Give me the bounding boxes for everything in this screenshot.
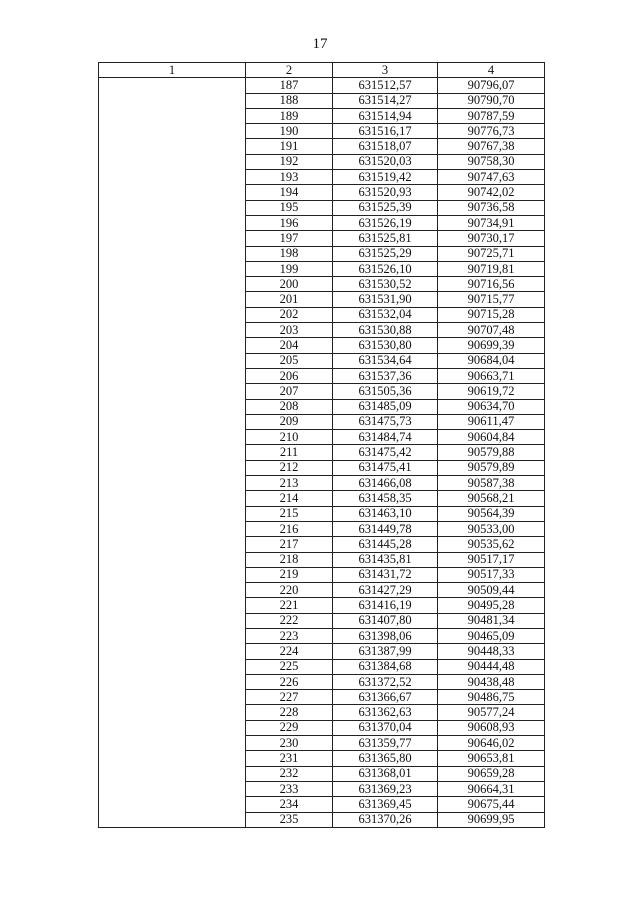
coordinate-y-cell: 90730,17 [438,231,545,246]
coordinate-x-cell: 631372,52 [333,674,438,689]
coordinate-x-cell: 631525,81 [333,231,438,246]
point-number-cell: 194 [246,185,333,200]
point-number-cell: 203 [246,323,333,338]
coordinate-x-cell: 631531,90 [333,292,438,307]
coordinate-x-cell: 631362,63 [333,705,438,720]
coordinate-y-cell: 90675,44 [438,797,545,812]
point-number-cell: 197 [246,231,333,246]
coordinate-y-cell: 90533,00 [438,521,545,536]
coordinate-x-cell: 631369,23 [333,781,438,796]
coordinate-x-cell: 631431,72 [333,567,438,582]
coordinate-x-cell: 631366,67 [333,690,438,705]
coordinate-x-cell: 631520,93 [333,185,438,200]
point-number-cell: 206 [246,368,333,383]
coordinate-y-cell: 90579,88 [438,445,545,460]
coordinate-y-cell: 90684,04 [438,353,545,368]
coordinate-x-cell: 631449,78 [333,521,438,536]
point-number-cell: 234 [246,797,333,812]
point-number-cell: 222 [246,613,333,628]
coordinate-x-cell: 631534,64 [333,353,438,368]
point-number-cell: 217 [246,537,333,552]
column-header: 1 [99,63,246,78]
coordinate-x-cell: 631384,68 [333,659,438,674]
table-header-row [99,63,545,78]
point-number-cell: 196 [246,215,333,230]
point-number-cell: 212 [246,460,333,475]
point-number-cell: 224 [246,644,333,659]
coordinate-y-cell: 90579,89 [438,460,545,475]
coordinate-y-cell: 90736,58 [438,200,545,215]
point-number-cell: 190 [246,124,333,139]
coordinate-x-cell: 631387,99 [333,644,438,659]
coordinate-y-cell: 90577,24 [438,705,545,720]
point-number-cell: 214 [246,491,333,506]
coordinate-y-cell: 90619,72 [438,384,545,399]
point-number-cell: 195 [246,200,333,215]
coordinate-x-cell: 631526,19 [333,215,438,230]
coordinate-y-cell: 90438,48 [438,674,545,689]
coordinate-y-cell: 90481,34 [438,613,545,628]
coordinate-y-cell: 90564,39 [438,506,545,521]
coordinate-y-cell: 90568,21 [438,491,545,506]
point-number-cell: 188 [246,93,333,108]
coordinate-x-cell: 631484,74 [333,430,438,445]
point-number-cell: 225 [246,659,333,674]
coordinate-y-cell: 90611,47 [438,414,545,429]
point-number-cell: 230 [246,736,333,751]
coordinate-y-cell: 90796,07 [438,78,545,93]
point-number-cell: 204 [246,338,333,353]
coordinate-y-cell: 90725,71 [438,246,545,261]
coordinate-y-cell: 90716,56 [438,277,545,292]
point-number-cell: 199 [246,261,333,276]
coordinate-y-cell: 90653,81 [438,751,545,766]
coordinate-x-cell: 631445,28 [333,537,438,552]
point-number-cell: 209 [246,414,333,429]
point-number-cell: 215 [246,506,333,521]
coordinate-y-cell: 90495,28 [438,598,545,613]
coordinate-y-cell: 90742,02 [438,185,545,200]
coordinate-x-cell: 631466,08 [333,476,438,491]
coordinate-y-cell: 90767,38 [438,139,545,154]
point-number-cell: 192 [246,154,333,169]
coordinate-y-cell: 90634,70 [438,399,545,414]
coordinates-table [98,62,545,828]
point-number-cell: 235 [246,812,333,827]
coordinate-y-cell: 90790,70 [438,93,545,108]
coordinate-x-cell: 631368,01 [333,766,438,781]
coordinate-y-cell: 90707,48 [438,323,545,338]
point-number-cell: 220 [246,583,333,598]
coordinate-x-cell: 631370,04 [333,720,438,735]
coordinate-y-cell: 90517,17 [438,552,545,567]
point-number-cell: 193 [246,170,333,185]
point-number-cell: 187 [246,78,333,93]
coordinate-y-cell: 90444,48 [438,659,545,674]
coordinate-y-cell: 90719,81 [438,261,545,276]
point-number-cell: 200 [246,277,333,292]
coordinate-y-cell: 90465,09 [438,628,545,643]
coordinate-x-cell: 631526,10 [333,261,438,276]
point-number-cell: 205 [246,353,333,368]
point-number-cell: 208 [246,399,333,414]
coordinate-x-cell: 631514,27 [333,93,438,108]
point-number-cell: 233 [246,781,333,796]
coordinate-x-cell: 631525,29 [333,246,438,261]
coordinate-x-cell: 631398,06 [333,628,438,643]
coordinate-x-cell: 631365,80 [333,751,438,766]
coordinate-y-cell: 90699,95 [438,812,545,827]
column-header: 2 [246,63,333,78]
point-number-cell: 189 [246,108,333,123]
coordinate-x-cell: 631475,42 [333,445,438,460]
coordinate-y-cell: 90699,39 [438,338,545,353]
coordinate-y-cell: 90604,84 [438,430,545,445]
page-number: 17 [312,36,328,52]
coordinate-x-cell: 631519,42 [333,170,438,185]
coordinate-y-cell: 90758,30 [438,154,545,169]
coordinate-x-cell: 631475,73 [333,414,438,429]
point-number-cell: 201 [246,292,333,307]
coordinate-y-cell: 90486,75 [438,690,545,705]
coordinate-x-cell: 631505,36 [333,384,438,399]
coordinate-x-cell: 631369,45 [333,797,438,812]
coordinate-x-cell: 631518,07 [333,139,438,154]
coordinate-x-cell: 631530,52 [333,277,438,292]
point-number-cell: 218 [246,552,333,567]
coordinate-y-cell: 90747,63 [438,170,545,185]
coordinate-y-cell: 90517,33 [438,567,545,582]
coordinate-y-cell: 90663,71 [438,368,545,383]
point-number-cell: 211 [246,445,333,460]
point-number-cell: 198 [246,246,333,261]
coordinate-x-cell: 631458,35 [333,491,438,506]
coordinate-x-cell: 631514,94 [333,108,438,123]
coordinate-x-cell: 631530,80 [333,338,438,353]
point-number-cell: 228 [246,705,333,720]
coordinate-y-cell: 90659,28 [438,766,545,781]
point-number-cell: 213 [246,476,333,491]
point-number-cell: 207 [246,384,333,399]
point-number-cell: 226 [246,674,333,689]
coordinate-x-cell: 631530,88 [333,323,438,338]
coordinate-x-cell: 631475,41 [333,460,438,475]
coordinate-y-cell: 90734,91 [438,215,545,230]
coordinate-x-cell: 631370,26 [333,812,438,827]
coordinate-x-cell: 631537,36 [333,368,438,383]
coordinate-y-cell: 90715,28 [438,307,545,322]
coordinate-y-cell: 90715,77 [438,292,545,307]
coordinate-x-cell: 631485,09 [333,399,438,414]
coordinate-y-cell: 90646,02 [438,736,545,751]
coordinate-y-cell: 90776,73 [438,124,545,139]
point-number-cell: 227 [246,690,333,705]
coordinate-y-cell: 90535,62 [438,537,545,552]
coordinate-x-cell: 631520,03 [333,154,438,169]
point-number-cell: 231 [246,751,333,766]
table-row [99,78,545,93]
coordinate-x-cell: 631435,81 [333,552,438,567]
table-body [99,78,545,828]
coordinate-y-cell: 90587,38 [438,476,545,491]
point-number-cell: 216 [246,521,333,536]
coordinate-x-cell: 631512,57 [333,78,438,93]
coordinate-x-cell: 631359,77 [333,736,438,751]
column-header: 3 [333,63,438,78]
coordinate-x-cell: 631516,17 [333,124,438,139]
point-number-cell: 202 [246,307,333,322]
coordinate-y-cell: 90448,33 [438,644,545,659]
coordinate-y-cell: 90664,31 [438,781,545,796]
point-number-cell: 219 [246,567,333,582]
coordinate-y-cell: 90608,93 [438,720,545,735]
coordinate-y-cell: 90509,44 [438,583,545,598]
point-number-cell: 210 [246,430,333,445]
coordinate-x-cell: 631416,19 [333,598,438,613]
point-number-cell: 191 [246,139,333,154]
coordinate-x-cell: 631407,80 [333,613,438,628]
coordinate-y-cell: 90787,59 [438,108,545,123]
point-number-cell: 221 [246,598,333,613]
point-number-cell: 223 [246,628,333,643]
coordinate-x-cell: 631427,29 [333,583,438,598]
table-cell-empty [99,78,246,828]
coordinate-x-cell: 631525,39 [333,200,438,215]
coordinate-x-cell: 631532,04 [333,307,438,322]
column-header: 4 [438,63,545,78]
coordinate-x-cell: 631463,10 [333,506,438,521]
point-number-cell: 232 [246,766,333,781]
point-number-cell: 229 [246,720,333,735]
